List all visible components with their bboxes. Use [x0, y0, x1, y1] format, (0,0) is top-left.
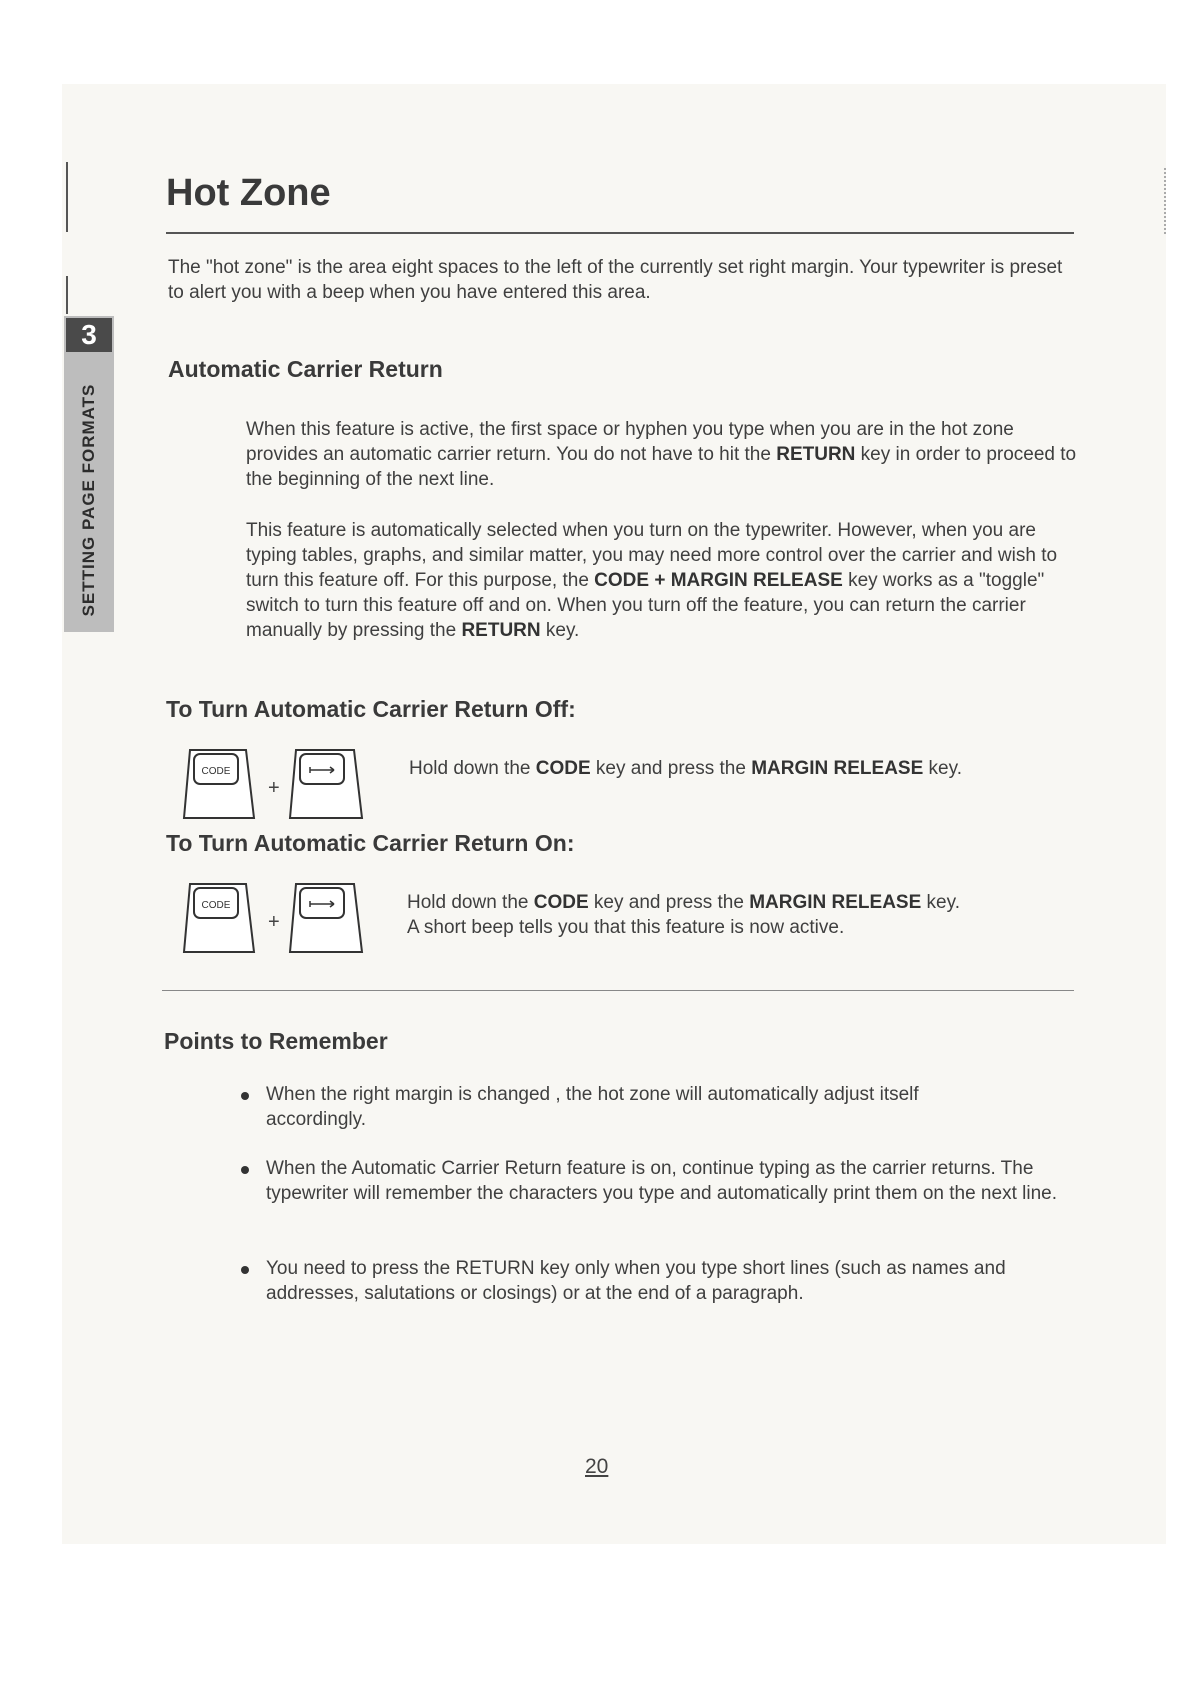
turn-on-instruction-2: A short beep tells you that this feature is now active. [407, 917, 845, 938]
margin-rule-top [66, 162, 68, 232]
code-key-label: CODE [201, 900, 231, 911]
bullet-1 [241, 1092, 249, 1100]
turn-off-heading: To Turn Automatic Carrier Return Off: [166, 696, 576, 722]
plus-sign: + [268, 777, 280, 799]
auto-return-paragraph-2: This feature is automatically selected when you turn on the typewriter. However, when you are typing tables, graphs, and similar matter, you may need more control over the carrier and wish to turn this feature off. For this purpose, the CODE + MARGIN RELEASE key works as a "toggle" switch to turn this feature off and on. When you turn off the feature, you can return the carrier manually by pressing the RETURN key. [246, 520, 1058, 641]
title-rule [166, 232, 1074, 234]
auto-return-heading: Automatic Carrier Return [168, 356, 443, 382]
chapter-number: 3 [66, 318, 112, 352]
turn-off-instruction: Hold down the CODE key and press the MARGIN RELEASE key. [409, 758, 962, 779]
chapter-label: SETTING PAGE FORMATS [79, 383, 98, 617]
point-3: You need to press the RETURN key only when you type short lines (such as names and addresses, salutations or closings) or at the end of a paragraph. [266, 1258, 1006, 1304]
points-heading: Points to Remember [164, 1028, 388, 1054]
code-margin-release-keys-on [182, 878, 372, 960]
intro-paragraph: The "hot zone" is the area eight spaces to the left of the currently set right margin. Your typewriter is preset to alert you with a beep when you have entered this area. [168, 257, 1063, 303]
point-2: When the Automatic Carrier Return feature is on, continue typing as the carrier returns. The typewriter will remember the characters you type and automatically print them on the next line. [266, 1158, 1057, 1204]
turn-on-instruction-1: Hold down the CODE key and press the MARGIN RELEASE key. [407, 892, 960, 913]
bullet-2 [241, 1166, 249, 1174]
plus-sign: + [268, 911, 280, 933]
code-key-label: CODE [201, 766, 231, 777]
section-divider [162, 990, 1074, 991]
margin-rule-middle [66, 276, 68, 314]
margin-release-key-icon [290, 750, 362, 818]
code-key-icon [184, 750, 254, 818]
bullet-3 [241, 1266, 249, 1274]
auto-return-paragraph-1: When this feature is active, the first space or hyphen you type when you are in the hot zone provides an automatic carrier return. You do not have to hit the RETURN key in order to proceed to the beginning of the next line. [246, 419, 1077, 490]
page-edge-ticks [1164, 168, 1166, 234]
page-number: 20 [585, 1455, 609, 1478]
code-key-icon [184, 884, 254, 952]
margin-release-key-icon [290, 884, 362, 952]
code-margin-release-keys-off [182, 744, 372, 826]
point-1: When the right margin is changed , the hot zone will automatically adjust itself accordingly. [266, 1084, 919, 1130]
turn-on-heading: To Turn Automatic Carrier Return On: [166, 830, 575, 856]
page-title: Hot Zone [166, 172, 331, 214]
